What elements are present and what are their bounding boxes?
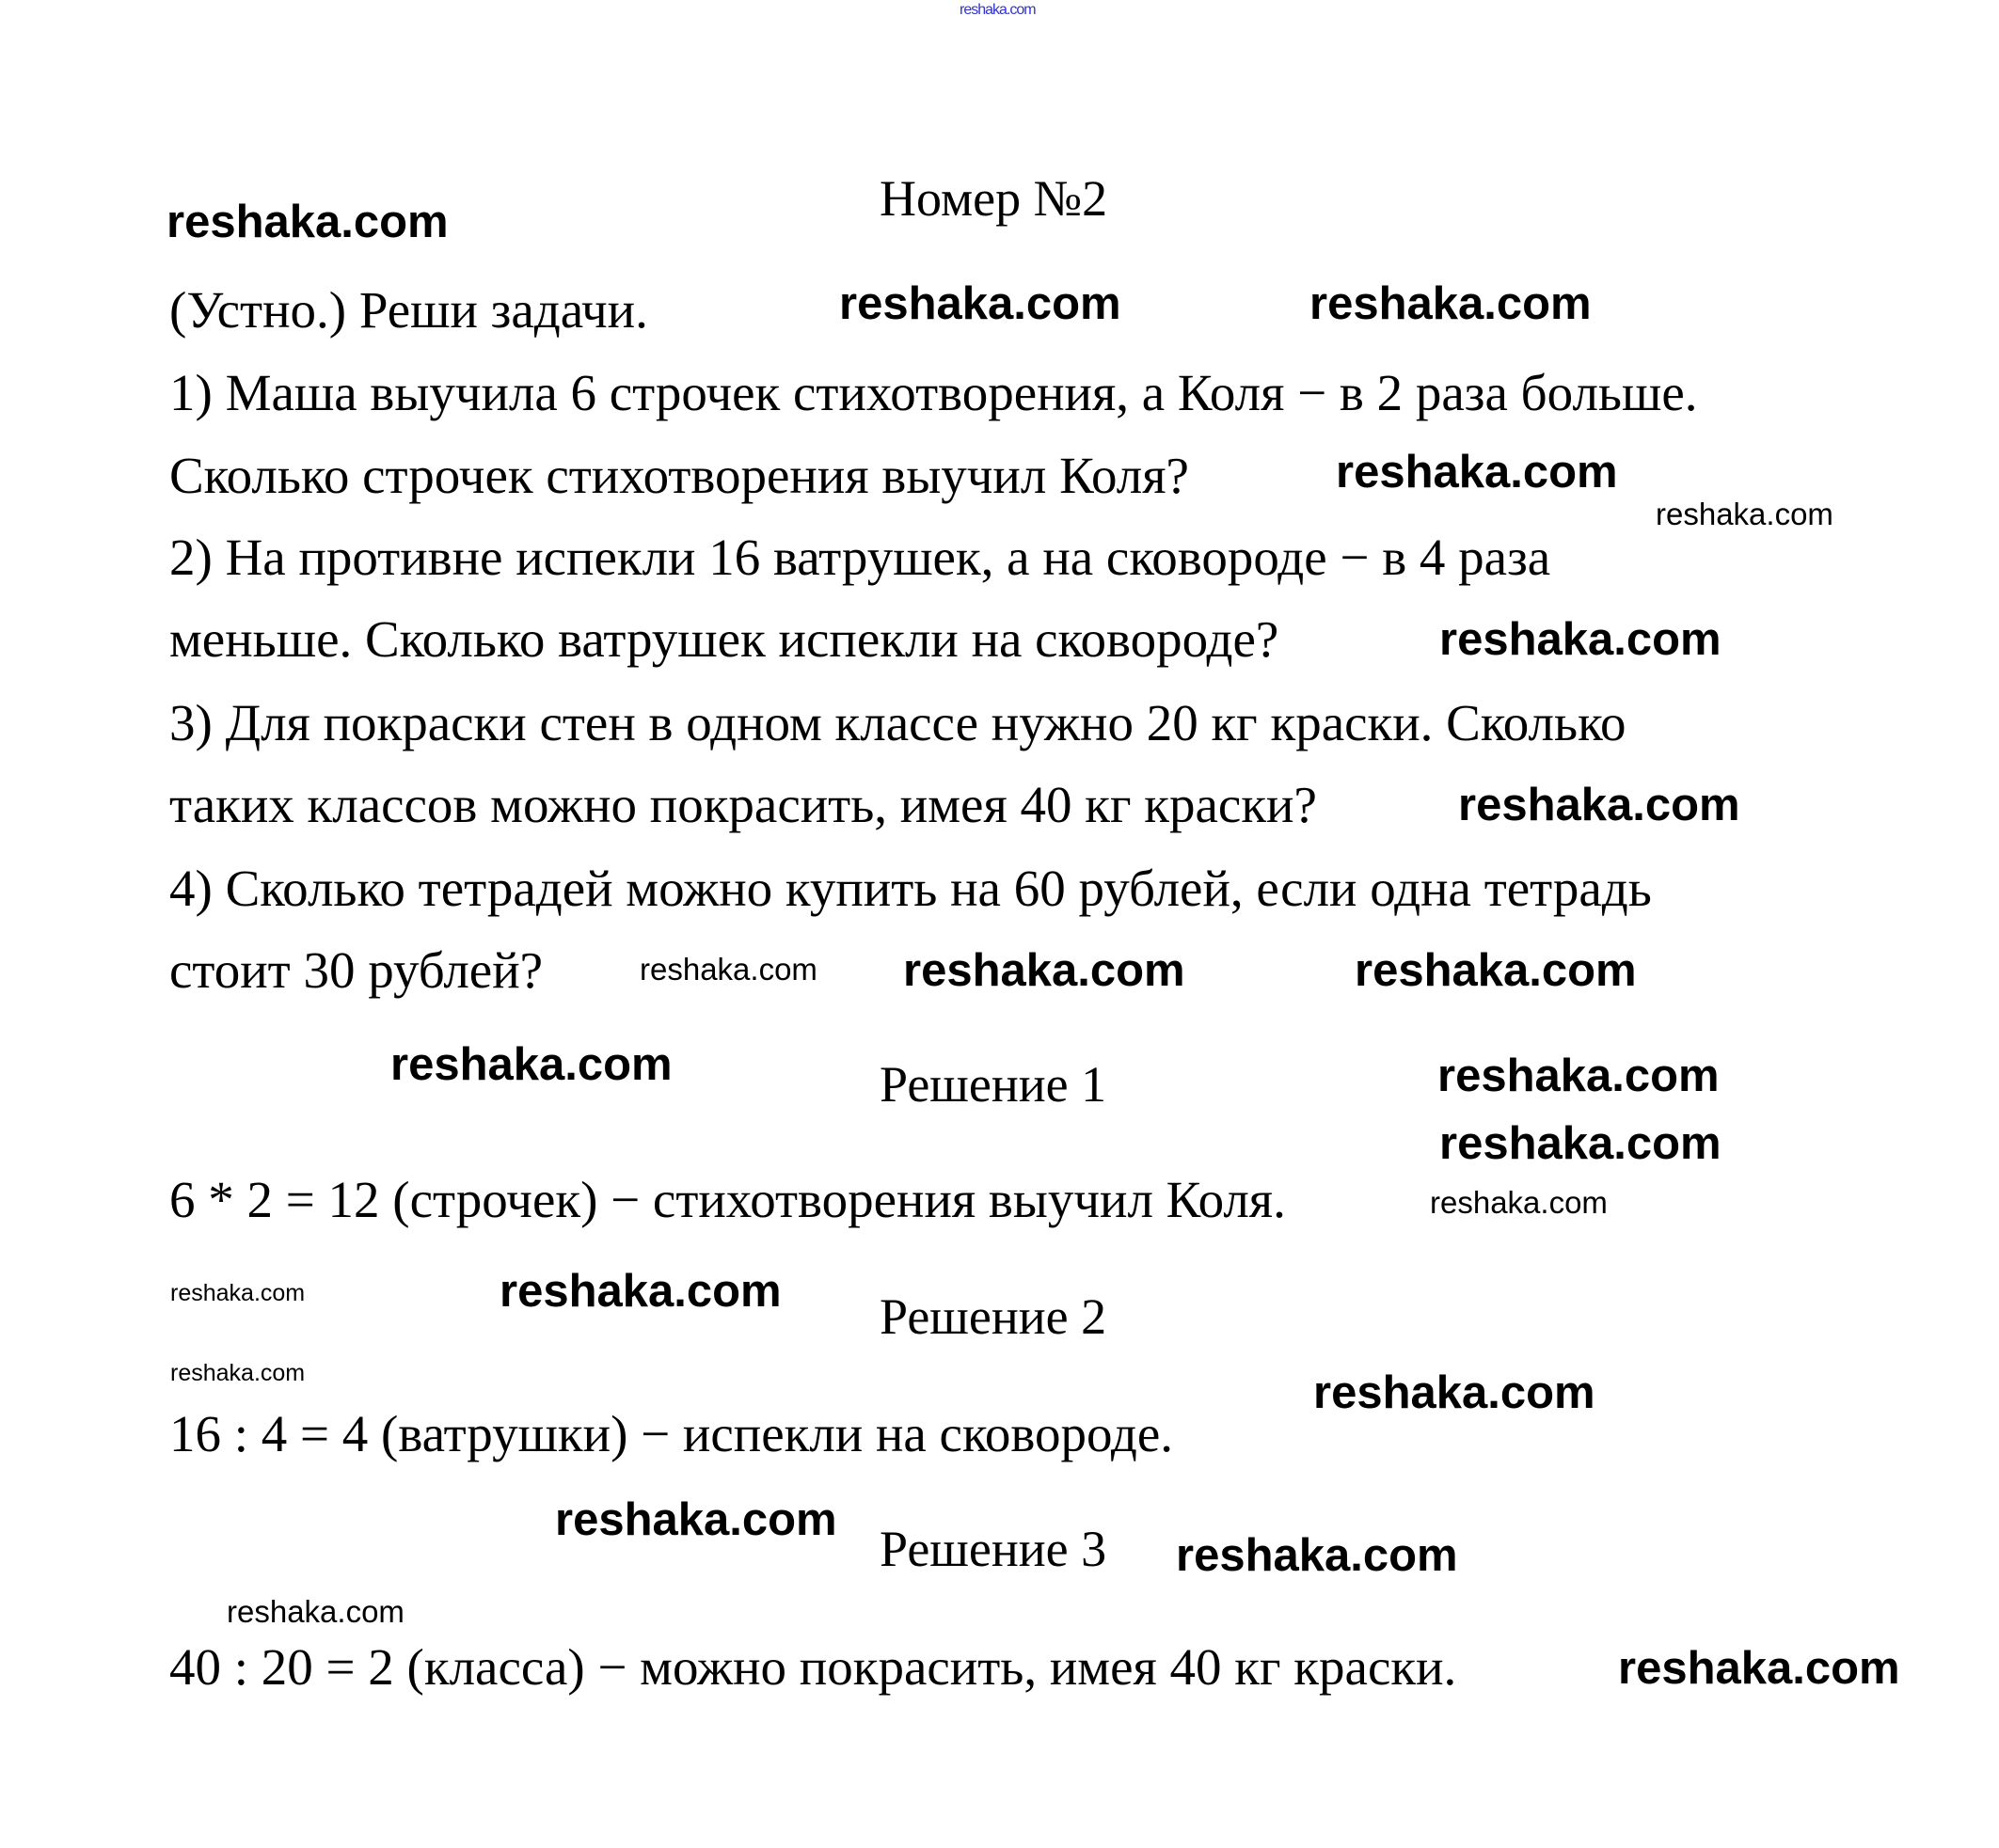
watermark: reshaka.com xyxy=(1439,1118,1721,1169)
task-line: 2) На противне испекли 16 ватрушек, а на сковороде − в 4 раза xyxy=(169,529,1551,586)
task-line: таких классов можно покрасить, имея 40 кг краски? xyxy=(169,776,1317,833)
solution-heading: Решение 1 xyxy=(880,1056,1107,1113)
watermark: reshaka.com xyxy=(1430,1185,1608,1220)
task-line: меньше. Сколько ватрушек испекли на сковороде? xyxy=(169,610,1279,668)
task-line: 3) Для покраски стен в одном классе нужно 20 кг краски. Сколько xyxy=(169,694,1626,751)
watermark: reshaka.com xyxy=(390,1039,673,1090)
watermark: reshaka.com xyxy=(1313,1367,1595,1418)
watermark: reshaka.com xyxy=(1458,780,1740,830)
solution-text: 40 : 20 = 2 (класса) − можно покрасить, имея 40 кг краски. xyxy=(169,1638,1457,1696)
watermark: reshaka.com xyxy=(839,278,1121,329)
watermark: reshaka.com xyxy=(500,1266,782,1317)
watermark: reshaka.com xyxy=(167,197,449,247)
page-title: Номер №2 xyxy=(880,170,1108,227)
solution-text: 16 : 4 = 4 (ватрушки) − испекли на сковороде. xyxy=(169,1405,1174,1462)
watermark: reshaka.com xyxy=(1656,497,1833,531)
intro-text: (Устно.) Реши задачи. xyxy=(169,281,648,339)
task-line: стоит 30 рублей? xyxy=(169,941,544,999)
solution-text: 6 * 2 = 12 (строчек) − стихотворения выучил Коля. xyxy=(169,1171,1286,1228)
watermark: reshaka.com xyxy=(170,1360,306,1386)
task-line: 4) Сколько тетрадей можно купить на 60 рублей, если одна тетрадь xyxy=(169,860,1652,917)
task-line: Сколько строчек стихотворения выучил Коля? xyxy=(169,447,1189,504)
watermark: reshaka.com xyxy=(227,1594,405,1629)
watermark: reshaka.com xyxy=(1437,1050,1720,1101)
watermark: reshaka.com xyxy=(170,1280,306,1306)
solution-heading: Решение 2 xyxy=(880,1288,1107,1345)
watermark: reshaka.com xyxy=(1439,614,1721,665)
watermark: reshaka.com xyxy=(1355,945,1637,996)
top-site-link[interactable]: reshaka.com xyxy=(960,2,1036,18)
watermark: reshaka.com xyxy=(1176,1530,1458,1581)
watermark: reshaka.com xyxy=(903,945,1185,996)
solution-heading: Решение 3 xyxy=(880,1521,1107,1577)
watermark: reshaka.com xyxy=(555,1494,837,1545)
watermark: reshaka.com xyxy=(1618,1643,1900,1694)
watermark: reshaka.com xyxy=(640,952,817,987)
watermark: reshaka.com xyxy=(1336,447,1618,498)
watermark: reshaka.com xyxy=(1309,278,1592,329)
task-line: 1) Маша выучила 6 строчек стихотворения, а Коля − в 2 раза больше. xyxy=(169,364,1698,421)
